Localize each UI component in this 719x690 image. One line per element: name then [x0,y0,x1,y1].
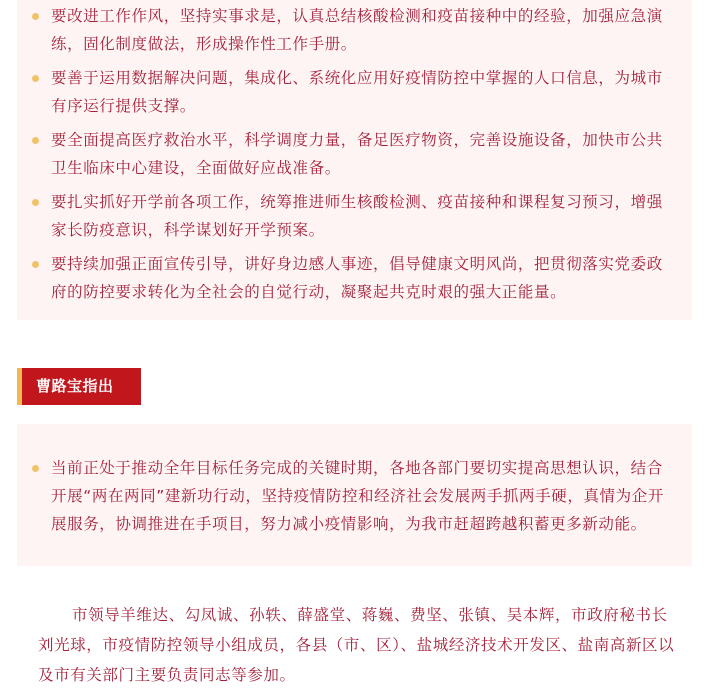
list-item [17,126,692,182]
list-item [17,188,692,244]
list-item-text: 要扎实抓好开学前各项工作，统筹推进师生核酸检测、疫苗接种和课程复习预习，增强家长防疫意识，科学谋划好开学预案。 [51,193,663,239]
closing-paragraph: 市领导羊维达、勾凤诚、孙轶、薛盛堂、蒋巍、费坚、张镇、吴本辉，市政府秘书长刘光球，市疫情防控领导小组成员，各县（市、区）、盐城经济技术开发区、盐南高新区以及市有关部门主要负责同志等参加。 [38,606,675,684]
list-item [17,64,692,120]
list-item-text: 当前正处于推动全年目标任务完成的关键时期，各地各部门要切实提高思想认识，结合开展“两在两同”建新功行动，坚持疫情防控和经济社会发展两手抓两手硬，真情为企开展服务，协调推进在手项目，努力减小疫情影响，为我市赶超跨越积蓄更多新动能。 [51,459,664,533]
list-item-text: 要持续加强正面宣传引导，讲好身边感人事迹，倡导健康文明风尚，把贯彻落实党委政府的防控要求转化为全社会的自觉行动，凝聚起共克时艰的强大正能量。 [51,255,663,301]
list-item [17,250,692,306]
list-item-text: 要全面提高医疗救治水平，科学调度力量，备足医疗物资，完善设施设备，加快市公共卫生临床中心建设，全面做好应战准备。 [51,131,663,177]
top-bullet-panel [17,0,692,320]
bullet-dot-icon [32,75,39,82]
bullet-dot-icon [32,13,39,20]
list-item-text: 要改进工作作风，坚持实事求是，认真总结核酸检测和疫苗接种中的经验，加强应急演练，固化制度做法，形成操作性工作手册。 [51,7,663,53]
bullet-dot-icon [32,199,39,206]
list-item [17,2,692,58]
section-heading-tag: 曹路宝指出 [17,368,141,405]
bullet-dot-icon [32,261,39,268]
list-item [17,454,692,538]
bullet-dot-icon [32,137,39,144]
list-item-text: 要善于运用数据解决问题，集成化、系统化应用好疫情防控中掌握的人口信息，为城市有序运行提供支撑。 [51,69,663,115]
bottom-bullet-panel [17,424,692,566]
bullet-dot-icon [32,465,39,472]
